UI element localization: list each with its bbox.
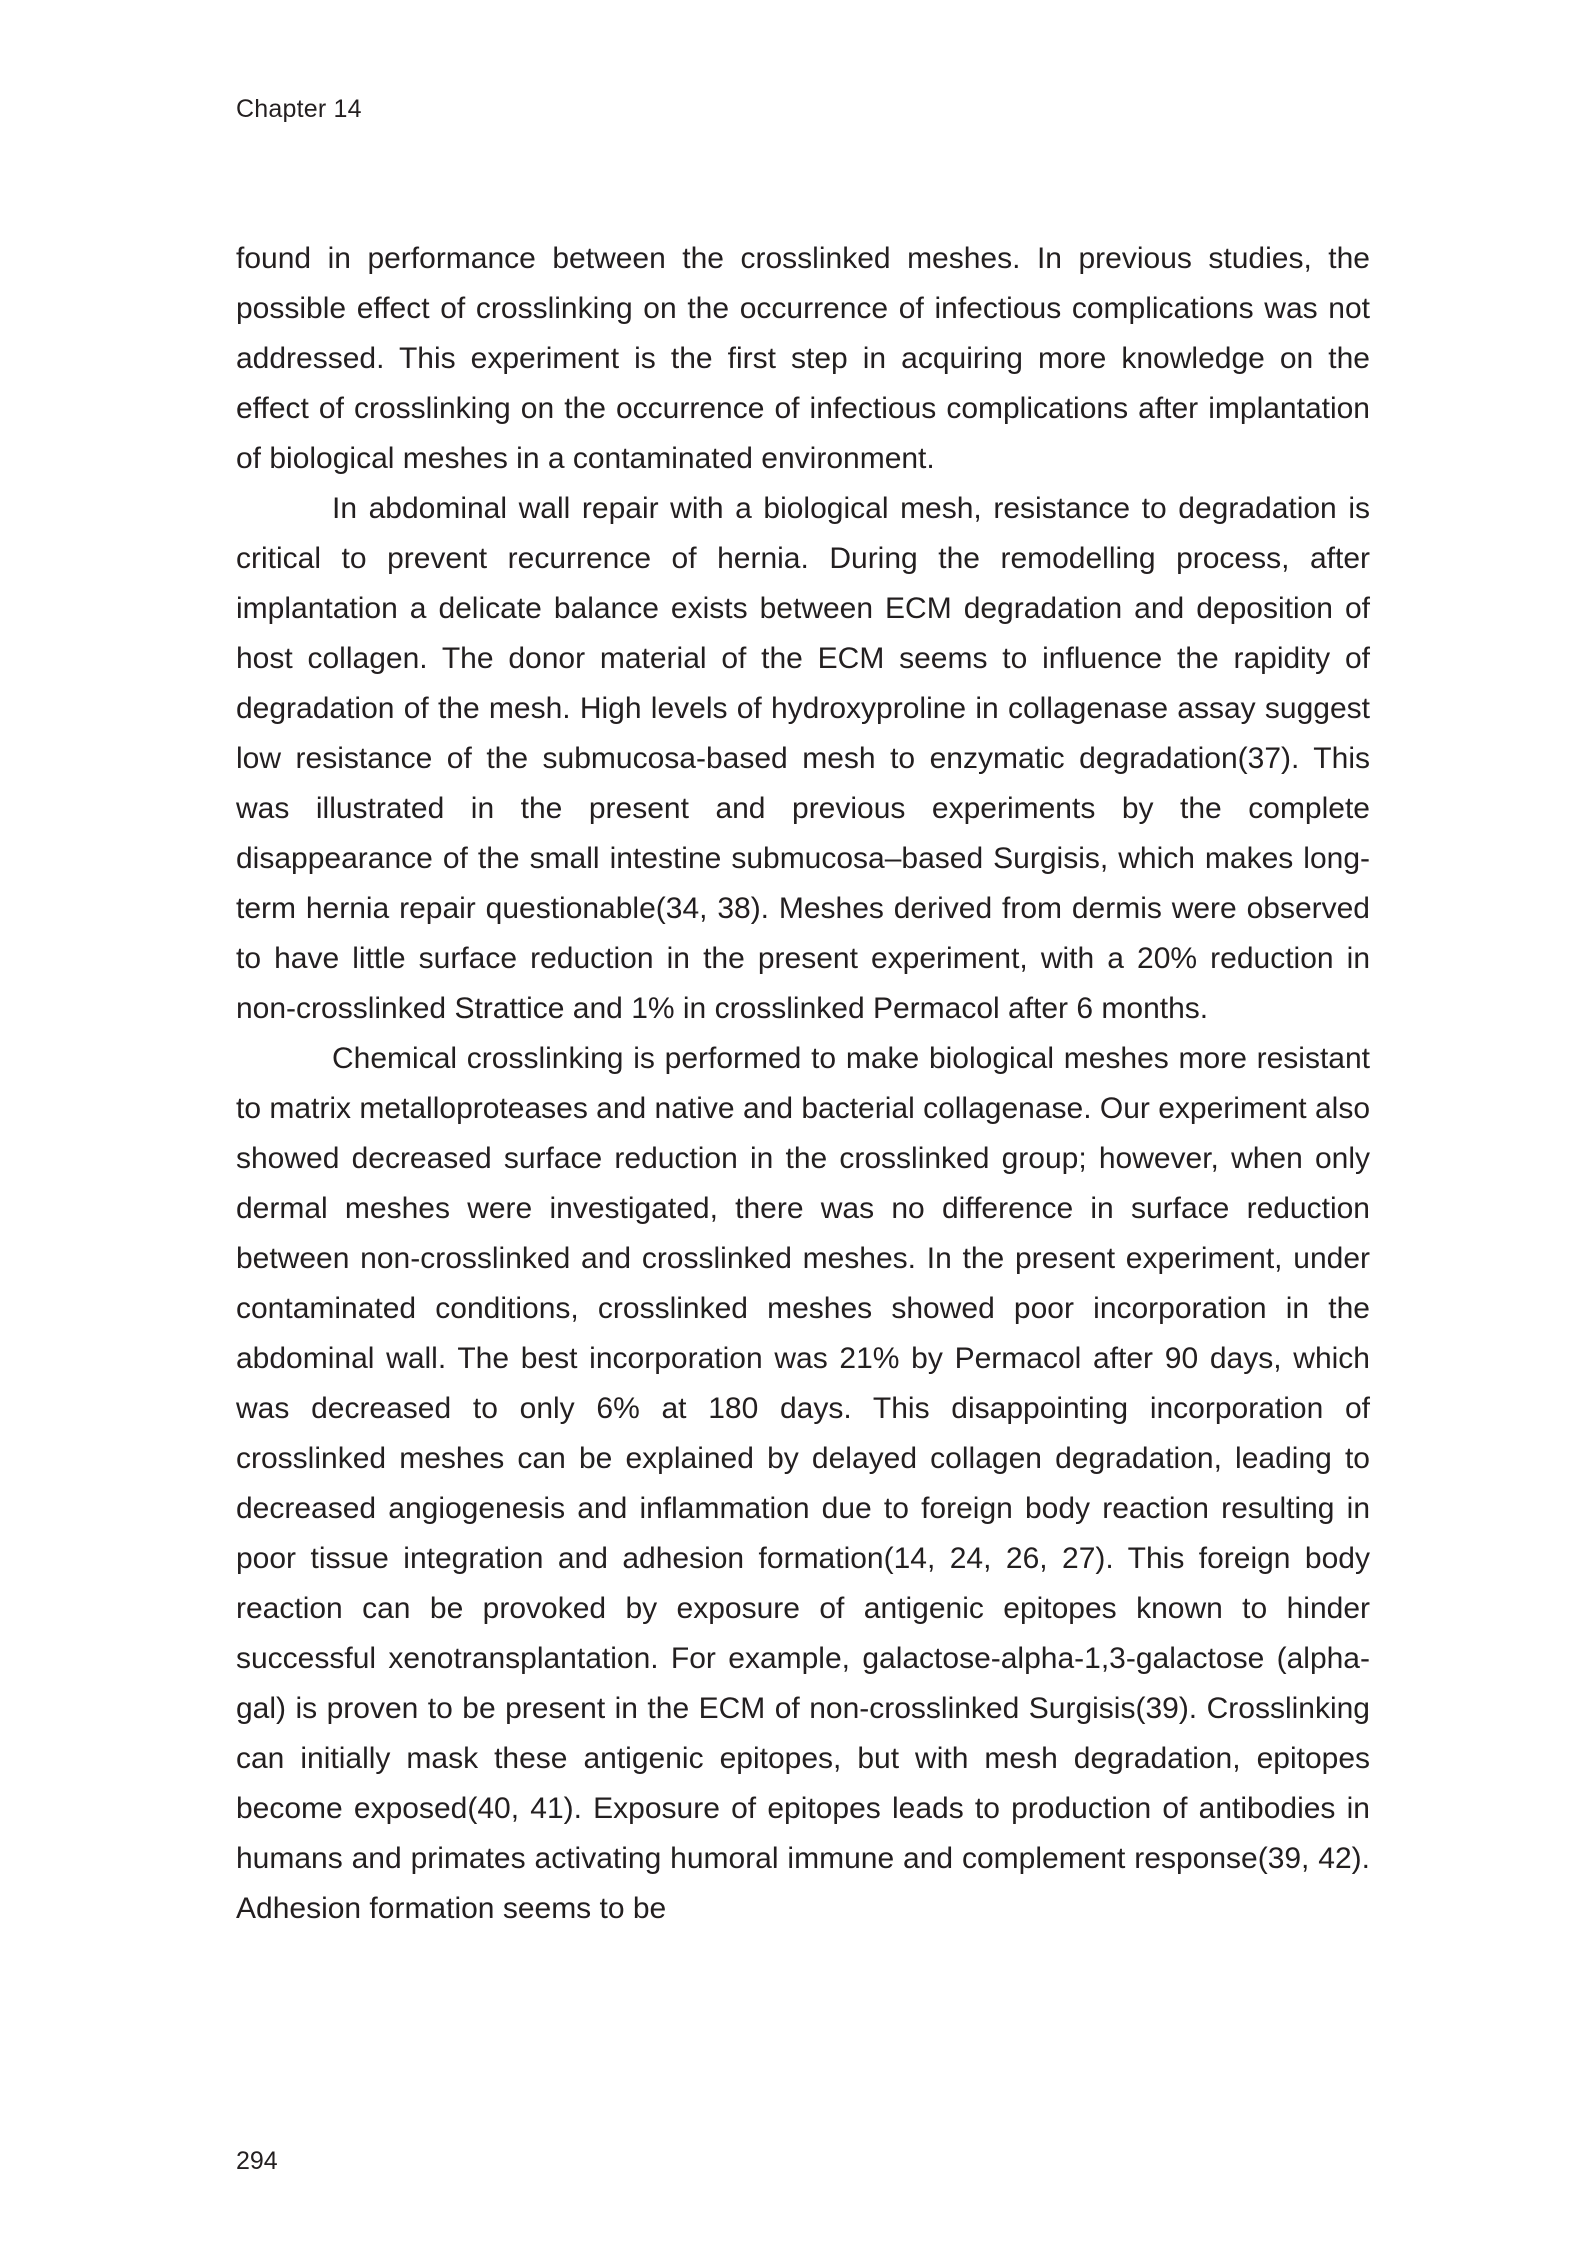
paragraph-degradation: In abdominal wall repair with a biological mesh, resistance to degradation is critical to prevent recurrence of hernia. During the remodelling process, after implantation a delicate balance exists between ECM degradation and deposition of host collagen. The donor material of the ECM seems to influence the rapidity of degradation of the mesh. High levels of hydroxyproline in collagenase assay suggest low resistance of the submucosa-based mesh to enzymatic degradation(37). This was illustrated in the present and previous experiments by the complete disappearance of the small intestine submucosa–based Surgisis, which makes long-term hernia repair questionable(34, 38). Meshes derived from dermis were observed to have little surface reduction in the present experiment, with a 20% reduction in non-crosslinked Strattice and 1% in crosslinked Permacol after 6 months.	[236, 492, 1370, 1025]
paragraph-continuation: found in performance between the crosslinked meshes. In previous studies, the possible effect of crosslinking on the occurrence of infectious complications was not addressed. This experiment is the first step in acquiring more knowledge on the effect of crosslinking on the occurrence of infectious complications after implantation of biological meshes in a contaminated environment.	[236, 242, 1370, 475]
page-number: 294	[236, 2147, 278, 2175]
running-head: Chapter 14	[236, 95, 362, 123]
paragraph-crosslinking: Chemical crosslinking is performed to make biological meshes more resistant to matrix metalloproteases and native and bacterial collagenase. Our experiment also showed decreased surface reduction in the crosslinked group; however, when only dermal meshes were investigated, there was no difference in surface reduction between non-crosslinked and crosslinked meshes. In the present experiment, under contaminated conditions, crosslinked meshes showed poor incorporation in the abdominal wall. The best incorporation was 21% by Permacol after 90 days, which was decreased to only 6% at 180 days. This disappointing incorporation of crosslinked meshes can be explained by delayed collagen degradation, leading to decreased angiogenesis and inflammation due to foreign body reaction resulting in poor tissue integration and adhesion formation(14, 24, 26, 27). This foreign body reaction can be provoked by exposure of antigenic epitopes known to hinder successful xenotransplantation. For example, galactose-alpha-1,3-galactose (alpha-gal) is proven to be present in the ECM of non-crosslinked Surgisis(39). Crosslinking can initially mask these antigenic epitopes, but with mesh degradation, epitopes become exposed(40, 41). Exposure of epitopes leads to production of antibodies in humans and primates activating humoral immune and complement response(39, 42). Adhesion formation seems to be	[236, 1042, 1370, 1925]
body-text	[236, 234, 1370, 1934]
